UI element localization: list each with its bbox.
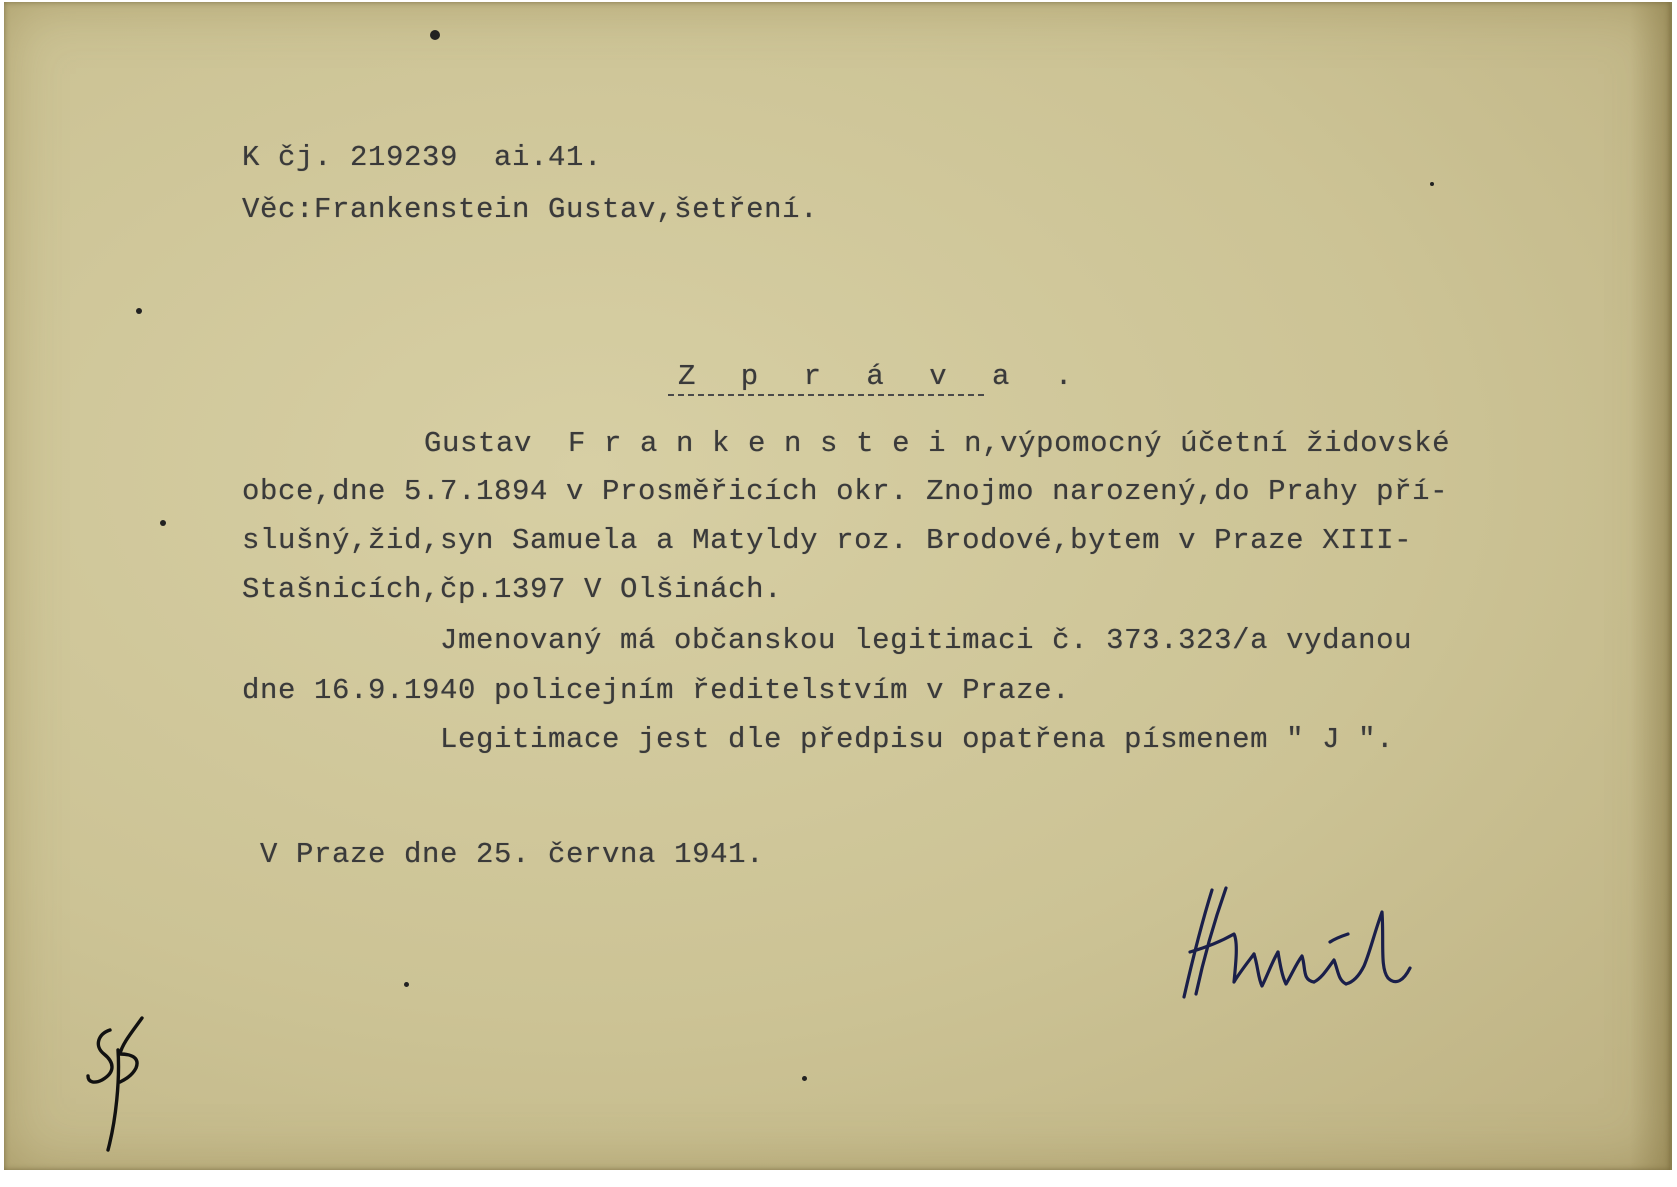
speck [1430, 182, 1434, 186]
signature-image [1174, 882, 1414, 1012]
reference-number: K čj. 219239 ai.41. [242, 141, 603, 174]
speck [802, 1076, 807, 1081]
date-line: V Praze dne 25. června 1941. [260, 838, 765, 871]
initials-image [80, 1010, 160, 1160]
paragraph-2-line-1: Jmenovaný má občanskou legitimaci č. 373.323/a vydanou [440, 624, 1413, 657]
paragraph-1-line-3: slušný,žid,syn Samuela a Matyldy roz. Brodové,bytem v Praze XIII- [242, 524, 1413, 557]
speck [160, 520, 166, 526]
document-title: Z p r á v a . [678, 360, 1087, 393]
paragraph-2-line-2: dne 16.9.1940 policejním ředitelstvím v Praze. [242, 674, 1071, 707]
paragraph-3: Legitimace jest dle předpisu opatřena písmenem " J ". [440, 723, 1395, 756]
paragraph-1-line-2: obce,dne 5.7.1894 v Prosměřicích okr. Znojmo narozený,do Prahy pří- [242, 475, 1449, 508]
title-underline [668, 394, 984, 396]
document-sheet [4, 2, 1672, 1170]
paragraph-1-line-1: Gustav F r a n k e n s t e i n,výpomocný účetní židovské [424, 427, 1451, 460]
subject-line: Věc:Frankenstein Gustav,šetření. [242, 193, 819, 226]
speck [136, 308, 142, 314]
speck [404, 982, 409, 987]
punch-mark [430, 30, 440, 40]
paragraph-1-line-4: Stašnicích,čp.1397 V Olšinách. [242, 573, 783, 606]
